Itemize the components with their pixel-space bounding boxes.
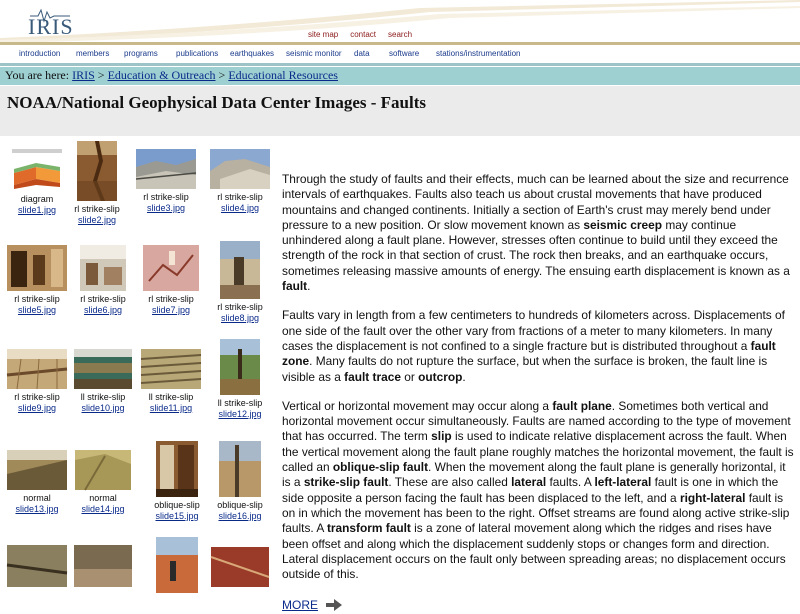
term-fault-trace: fault trace <box>344 369 401 384</box>
utility-links <box>308 30 412 39</box>
nav-bottom-rule <box>0 63 800 66</box>
search-link[interactable]: search <box>388 30 413 39</box>
thumbnail-cell <box>4 145 70 216</box>
term-right-lateral: right-lateral <box>679 490 746 505</box>
thumbnail-caption: rl strike-slip <box>217 302 263 312</box>
thumbnail-link[interactable]: slide3.jpg <box>146 203 186 213</box>
iris-logo[interactable] <box>28 6 72 38</box>
breadcrumb-separator: > <box>218 68 226 82</box>
paragraph-fault-movement: Vertical or horizontal movement may occur along a fault plane. Sometimes both vertical and horizontal movement occur simultaneously. Faults are named according to the type of movement that has occurred. The term slip is used to indicate relative displacement across the fault. When the vertical movement along the fault plane roughly matches the horizontal movement, the fault is called an oblique-slip fault. When the movement along the fault plane is generally horizontal, it is a strike-slip fault. These are also called lateral faults. A left-lateral fault is one in which the side opposite a person facing the fault has been displaced to the left, and a right-lateral fault is on in which the movement has been to the right. Offset streams are found along active strike-slip faults. A transform fault is a zone of lateral movement along which the ridges and rises have been offset and along which the displacement suddenly stops or changes form and direction. Lateral displacement occurs on the fault only between spreading areas; no displacement occurs outside of this. <box>282 398 794 582</box>
more-link-row <box>282 598 342 612</box>
strike-slip-photo[interactable] <box>80 245 126 291</box>
fault-photo[interactable] <box>74 545 132 587</box>
thumbnail-link[interactable]: slide12.jpg <box>218 409 262 419</box>
term-left-lateral: left-lateral <box>594 475 652 490</box>
arrow-right-icon[interactable] <box>326 599 342 611</box>
thumbnail-cell <box>4 450 70 515</box>
thumbnail-cell <box>64 141 130 226</box>
site-map-link[interactable]: site map <box>308 30 339 39</box>
term-lateral: lateral <box>511 475 547 490</box>
thumbnail-caption: oblique-slip <box>217 500 263 510</box>
strike-slip-photo[interactable] <box>7 245 67 291</box>
contact-link[interactable]: contact <box>350 30 377 39</box>
thumbnail-cell <box>144 537 210 593</box>
thumbnail-link[interactable]: slide4.jpg <box>220 203 260 213</box>
thumbnail-link[interactable]: slide7.jpg <box>151 305 191 315</box>
logo-text: IRIS <box>28 14 74 39</box>
thumbnail-cell <box>70 245 136 316</box>
term-outcrop: outcrop <box>418 369 463 384</box>
breadcrumb-educational-resources[interactable]: Educational Resources <box>228 68 338 82</box>
breadcrumb-separator: > <box>97 68 105 82</box>
strike-slip-photo[interactable] <box>220 339 260 395</box>
thumbnail-caption: normal <box>23 493 51 503</box>
strike-slip-photo[interactable] <box>136 149 196 189</box>
thumbnail-caption: rl strike-slip <box>148 294 194 304</box>
fault-photo[interactable] <box>156 537 198 593</box>
thumbnail-cell <box>207 441 273 522</box>
strike-slip-photo[interactable] <box>141 349 201 389</box>
strike-slip-photo[interactable] <box>220 241 260 299</box>
thumbnail-link[interactable]: slide14.jpg <box>81 504 125 514</box>
thumbnail-caption: normal <box>89 493 117 503</box>
nav-programs[interactable]: programs <box>124 49 158 58</box>
strike-slip-photo[interactable] <box>143 245 199 291</box>
thumbnail-link[interactable]: slide16.jpg <box>218 511 262 521</box>
thumbnail-cell <box>144 441 210 522</box>
thumbnail-caption: rl strike-slip <box>14 392 60 402</box>
thumbnail-link[interactable]: slide11.jpg <box>149 403 193 413</box>
site-header <box>0 0 800 45</box>
thumbnail-cell <box>207 149 273 214</box>
nav-publications[interactable]: publications <box>176 49 219 58</box>
thumbnail-link[interactable]: slide15.jpg <box>155 511 199 521</box>
thumbnail-cell <box>4 349 70 414</box>
title-band <box>0 86 800 136</box>
breadcrumb-prefix: You are here: <box>5 68 70 82</box>
fault-diagram-image[interactable] <box>8 145 66 191</box>
thumbnail-cell <box>207 547 273 587</box>
thumbnail-link[interactable]: slide8.jpg <box>220 313 260 323</box>
thumbnail-cell <box>207 241 273 324</box>
breadcrumb-iris[interactable]: IRIS <box>72 68 95 82</box>
term-slip: slip <box>431 429 452 444</box>
term-fault-plane: fault plane <box>552 398 612 413</box>
strike-slip-photo[interactable] <box>7 349 67 389</box>
nav-stations-instrumentation[interactable]: stations/instrumentation <box>436 49 521 58</box>
thumbnail-cell <box>207 339 273 420</box>
fault-photo[interactable] <box>211 547 269 587</box>
thumbnail-link[interactable]: slide6.jpg <box>83 305 123 315</box>
thumbnail-caption: rl strike-slip <box>14 294 60 304</box>
paragraph-fault-length: Faults vary in length from a few centimeters to hundreds of kilometers across. Displacements of one side of the fault over the other vary from fractions of a meter to many kilometers. In many cases the displacement is not confined to a single fracture but is distributed throughout a fault zone. Many faults do not rupture the surface, but when the surface is broken, the fault line is visible as a fault trace or outcrop. <box>282 308 785 384</box>
thumbnail-caption: ll strike-slip <box>80 392 126 402</box>
thumbnail-link[interactable]: slide2.jpg <box>77 215 117 225</box>
term-fault-zone: fault zone <box>282 338 776 369</box>
thumbnail-caption: rl strike-slip <box>143 192 189 202</box>
fault-photo[interactable] <box>7 545 67 587</box>
thumbnail-caption: oblique-slip <box>154 500 200 510</box>
article-body <box>282 172 794 614</box>
thumbnail-cell <box>138 349 204 414</box>
thumbnail-caption: rl strike-slip <box>80 294 126 304</box>
nav-earthquakes[interactable]: earthquakes <box>230 49 275 58</box>
nav-software[interactable]: software <box>389 49 420 58</box>
thumbnail-caption: ll strike-slip <box>217 398 263 408</box>
term-transform-fault: transform fault <box>326 521 411 536</box>
strike-slip-photo[interactable] <box>210 149 270 189</box>
thumbnail-cell <box>70 545 136 587</box>
term-strike-slip-fault: strike-slip fault <box>303 475 389 490</box>
breadcrumb-education-outreach[interactable]: Education & Outreach <box>107 68 216 82</box>
thumbnail-cell <box>4 245 70 316</box>
thumbnail-link[interactable]: slide10.jpg <box>81 403 125 413</box>
thumbnail-caption: rl strike-slip <box>74 204 120 214</box>
term-fault: fault <box>282 279 308 294</box>
strike-slip-photo[interactable] <box>74 349 132 389</box>
thumbnail-caption: ll strike-slip <box>148 392 194 402</box>
nav-seismic-monitor[interactable]: seismic monitor <box>286 49 342 58</box>
thumbnail-caption: diagram <box>20 194 54 204</box>
thumbnail-cell <box>138 245 204 316</box>
thumbnail-link[interactable]: slide5.jpg <box>17 305 57 315</box>
thumbnail-cell <box>70 349 136 414</box>
oblique-slip-photo[interactable] <box>219 441 261 497</box>
main-nav <box>0 45 800 63</box>
thumbnail-cell <box>70 450 136 515</box>
thumbnail-cell <box>4 545 70 587</box>
term-seismic-creep: seismic creep <box>583 217 663 232</box>
thumbnail-link[interactable]: slide13.jpg <box>15 504 59 514</box>
paragraph-intro: Through the study of faults and their effects, much can be learned about the size and recurrence intervals of earthquakes. Faults also teach us about crustal movements that have produced mountains and changed continents. Initially a section of Earth's crust may merely bend under pressure to a new position. Or slow movement known as seismic creep may continue unhindered along a fault plane. However, stresses often continue to build until they exceed the strength of the rock in that section of crust. The rock then breaks, and an earthquake occurs, sometimes releasing massive amounts of energy. The ensuing earth displacement is known as a fault. <box>282 172 790 294</box>
page-title: NOAA/National Geophysical Data Center Images - Faults <box>7 93 426 112</box>
thumbnail-grid <box>0 145 275 600</box>
normal-fault-photo[interactable] <box>75 450 131 490</box>
term-oblique-slip-fault: oblique-slip fault <box>332 460 429 475</box>
thumbnail-caption: rl strike-slip <box>217 192 263 202</box>
nav-introduction[interactable]: introduction <box>19 49 61 58</box>
strike-slip-photo[interactable] <box>77 141 117 201</box>
nav-members[interactable]: members <box>76 49 110 58</box>
more-link[interactable]: MORE <box>282 598 318 613</box>
breadcrumb <box>0 67 800 85</box>
thumbnail-link[interactable]: slide9.jpg <box>17 403 57 413</box>
thumbnail-link[interactable]: slide1.jpg <box>17 205 57 215</box>
normal-fault-photo[interactable] <box>7 450 67 490</box>
oblique-slip-photo[interactable] <box>156 441 198 497</box>
nav-data[interactable]: data <box>354 49 370 58</box>
thumbnail-cell <box>133 149 199 214</box>
